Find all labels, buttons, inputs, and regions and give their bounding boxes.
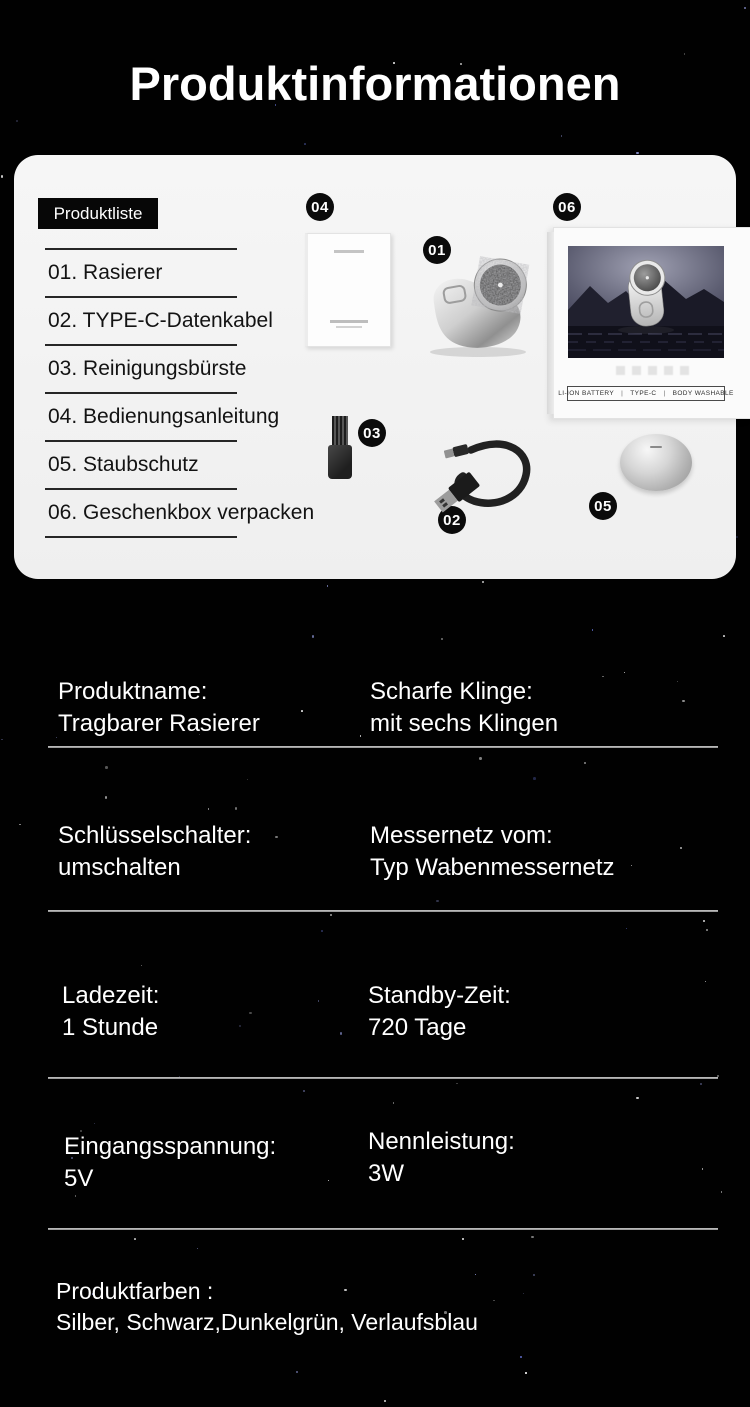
- caption-feature-battery: LI-ION BATTERY: [558, 390, 615, 397]
- list-item-staubschutz: 05. Staubschutz: [45, 442, 237, 490]
- list-item-datenkabel: 02. TYPE-C-Datenkabel: [45, 298, 237, 346]
- brush-handle: [328, 445, 352, 479]
- spec-label: Schlüsselschalter:: [58, 822, 252, 849]
- callout-badge-01: 01: [423, 236, 451, 264]
- list-item-reinigungsbuerste: 03. Reinigungsbürste: [45, 346, 237, 394]
- spec-value: umschalten: [58, 854, 181, 881]
- brush-bristles: [332, 416, 348, 445]
- spec-value: 1 Stunde: [62, 1014, 159, 1041]
- divider-line: [48, 746, 718, 748]
- manual-text-line: [334, 250, 364, 253]
- list-item-bedienungsanleitung: 04. Bedienungsanleitung: [45, 394, 237, 442]
- spec-label: Scharfe Klinge:: [370, 678, 533, 705]
- dust-cover-mark: [650, 446, 662, 448]
- spec-label: Ladezeit:: [62, 982, 160, 1009]
- manual-text-line: [330, 320, 368, 323]
- list-item-geschenkbox: 06. Geschenkbox verpacken: [45, 490, 237, 538]
- dust-cover-photo: [620, 434, 692, 491]
- callout-badge-04: 04: [306, 193, 334, 221]
- page-title: Produktinformationen: [129, 57, 621, 110]
- product-colors-value: Silber, Schwarz,Dunkelgrün, Verlaufsblau: [56, 1309, 478, 1335]
- spec-value: Tragbarer Rasierer: [58, 710, 260, 737]
- manual-text-line: [336, 326, 362, 328]
- spec-label: Eingangsspannung:: [64, 1133, 277, 1160]
- callout-badge-02: 02: [438, 506, 466, 534]
- product-colors-section: [56, 1276, 478, 1338]
- product-colors-label: Produktfarben :: [56, 1278, 214, 1304]
- list-item-rasierer: 01. Rasierer: [45, 250, 237, 298]
- caption-feature-washable: BODY WASHABLE: [672, 390, 734, 397]
- spec-label: Produktname:: [58, 678, 208, 705]
- spec-value: 720 Tage: [368, 1014, 467, 1041]
- caption-separator: |: [663, 390, 666, 397]
- cleaning-brush-photo: [327, 416, 353, 480]
- spec-value: Typ Wabenmessernetz: [370, 854, 615, 881]
- gift-box-logo-marks: [554, 366, 750, 375]
- spec-eingangsspannung: [64, 1131, 276, 1195]
- gift-box-caption: [558, 386, 734, 401]
- usb-cable-photo: [425, 431, 547, 536]
- caption-separator: |: [621, 390, 624, 397]
- product-kit-card: [14, 155, 736, 579]
- spec-value: 5V: [64, 1165, 94, 1192]
- caption-feature-typec: TYPE-C: [630, 390, 657, 397]
- callout-badge-05: 05: [589, 492, 617, 520]
- spec-produktname: [58, 676, 260, 740]
- spec-label: Messernetz vom:: [370, 822, 553, 849]
- spec-ladezeit: [62, 980, 159, 1044]
- product-list: [45, 248, 315, 538]
- gift-box-artwork: [568, 246, 724, 358]
- product-list-heading: Produktliste: [38, 198, 158, 229]
- divider-line: [48, 910, 718, 912]
- spec-nennleistung: [368, 1126, 515, 1190]
- divider-line: [48, 1228, 718, 1230]
- spec-label: Nennleistung:: [368, 1128, 515, 1155]
- callout-badge-06: 06: [553, 193, 581, 221]
- spec-value: mit sechs Klingen: [370, 710, 559, 737]
- shaver-photo: [418, 249, 546, 361]
- manual-photo: [305, 233, 391, 347]
- spec-schluesselschalter: [58, 820, 251, 884]
- gift-box-photo: [553, 227, 750, 419]
- spec-messernetz: [370, 820, 615, 884]
- callout-badge-03: 03: [358, 419, 386, 447]
- spec-label: Standby-Zeit:: [368, 982, 511, 1009]
- spec-standby-zeit: [368, 980, 511, 1044]
- gift-box-spine: [547, 232, 554, 414]
- spec-scharfe-klinge: [370, 676, 558, 740]
- spec-value: 3W: [368, 1160, 404, 1187]
- divider-line: [48, 1077, 718, 1079]
